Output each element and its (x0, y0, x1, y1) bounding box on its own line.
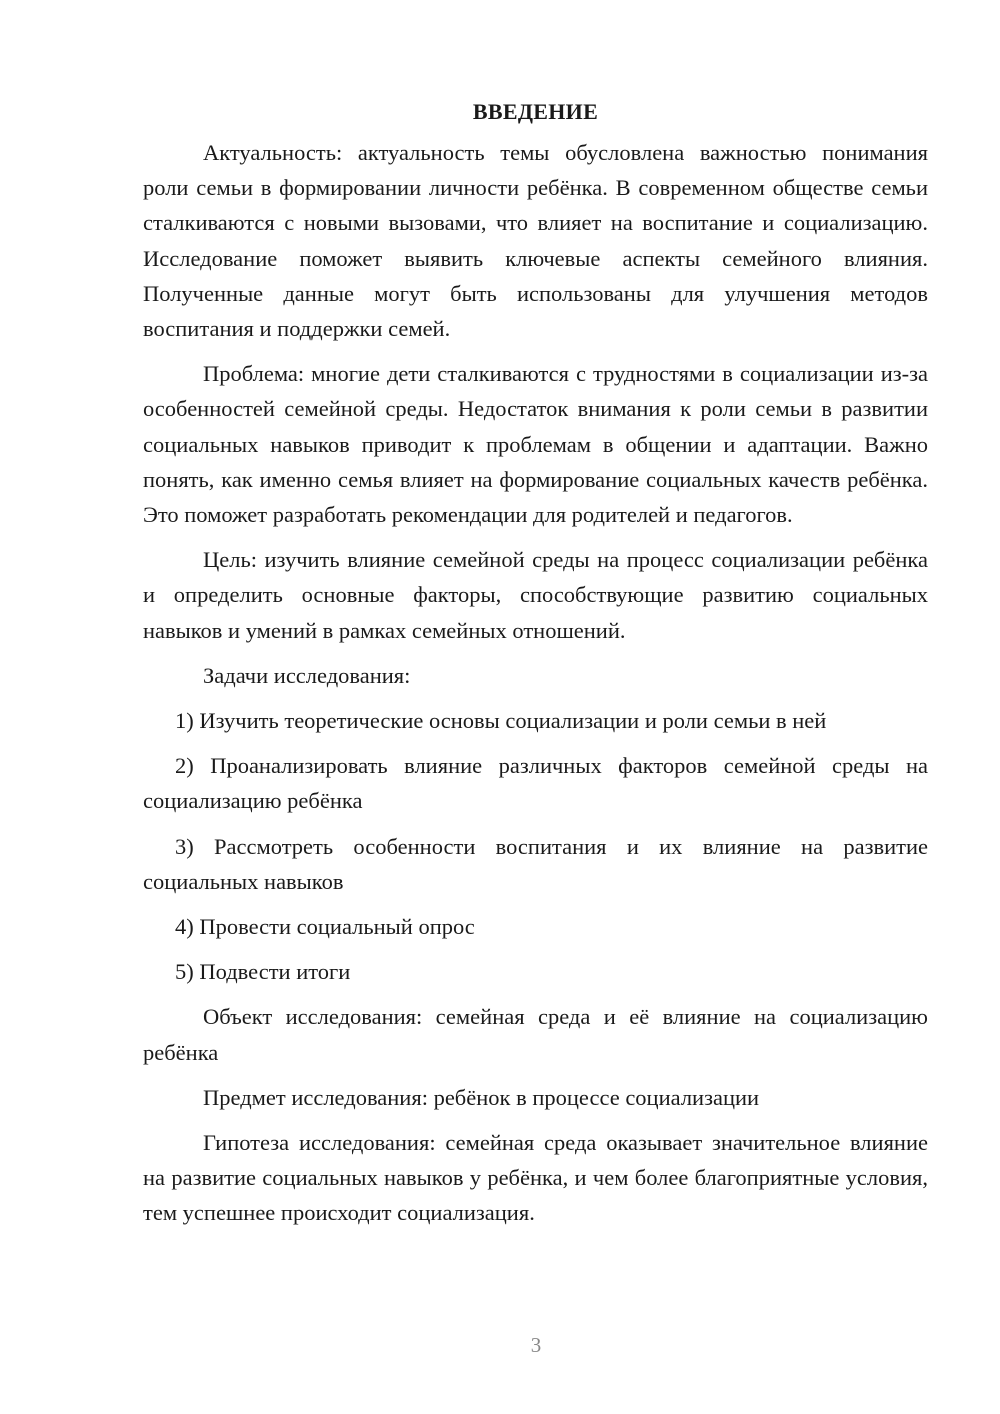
relevance-paragraph: Актуальность: актуальность темы обусловлена важностью понимания роли семьи в формировании личности ребёнка. В современном обществе семьи сталкиваются с новыми вызовами, что влияет на воспитание и социализацию. Исследование поможет выявить ключевые аспекты семейного влияния. Полученные данные могут быть использованы для улучшения методов воспитания и поддержки семей. (143, 140, 928, 342)
task-item: 2) Проанализировать влияние различных факторов семейной среды на социализацию ребёнка (143, 753, 928, 814)
page-content (143, 94, 928, 1231)
page-title: ВВЕДЕНИЕ (472, 99, 599, 124)
task-item: 4) Провести социальный опрос (175, 914, 475, 940)
task-item: 1) Изучить теоретические основы социализации и роли семьи в ней (175, 708, 827, 734)
problem-paragraph: Проблема: многие дети сталкиваются с трудностями в социализации из-за особенностей семейной среды. Недостаток внимания к роли семьи в развитии социальных навыков приводит к проблемам в общении и адаптации. Важно понять, как именно семья влияет на формирование социальных качеств ребёнка. Это поможет разработать рекомендации для родителей и педагогов. (143, 361, 928, 528)
page-number: 3 (530, 1333, 542, 1357)
object-paragraph: Объект исследования: семейная среда и её влияние на социализацию ребёнка (143, 1004, 928, 1065)
goal-paragraph: Цель: изучить влияние семейной среды на процесс социализации ребёнка и определить основные факторы, способствующие развитию социальных навыков и умений в рамках семейных отношений. (143, 547, 928, 643)
subject-paragraph: Предмет исследования: ребёнок в процессе социализации (203, 1084, 760, 1110)
hypothesis-paragraph: Гипотеза исследования: семейная среда оказывает значительное влияние на развитие социальных навыков у ребёнка, и чем более благоприятные условия, тем успешнее происходит социализация. (143, 1130, 928, 1226)
tasks-label: Задачи исследования: (203, 662, 411, 688)
task-item: 3) Рассмотреть особенности воспитания и их влияние на развитие социальных навыков (143, 833, 928, 894)
task-item: 5) Подвести итоги (175, 959, 351, 985)
